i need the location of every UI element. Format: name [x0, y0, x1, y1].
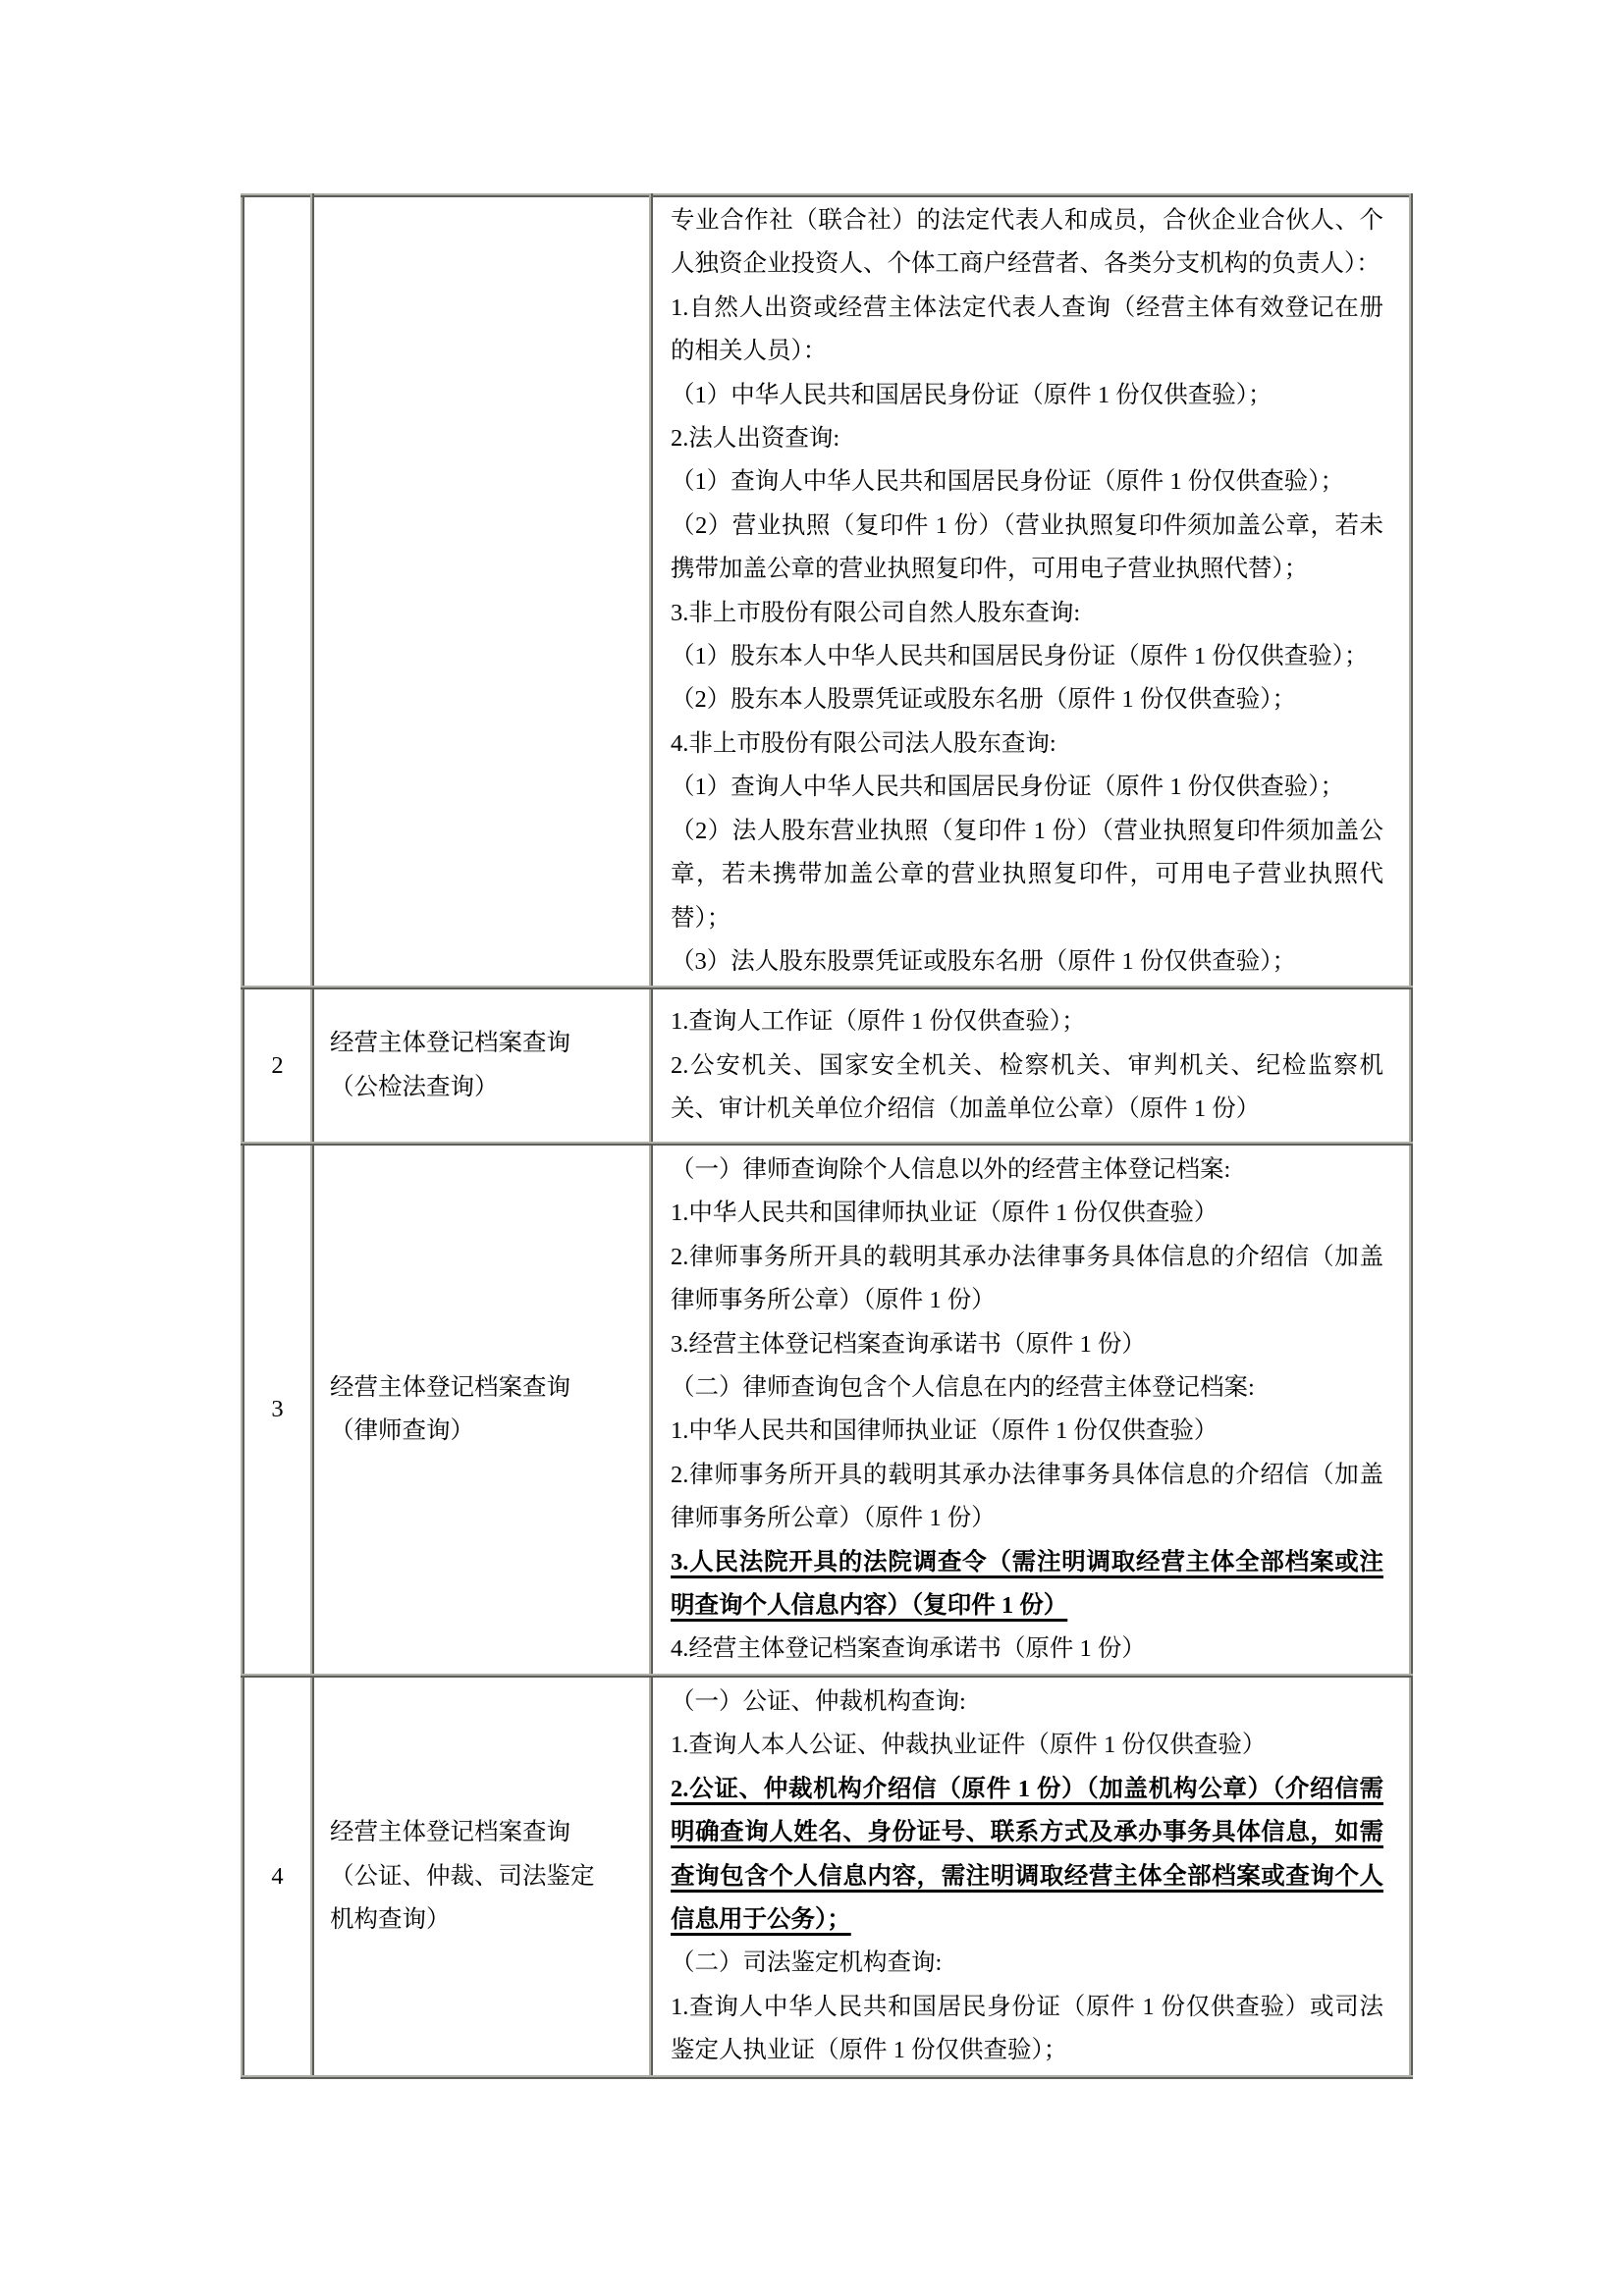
item-name-cell	[312, 988, 651, 1144]
item-name: 经营主体登记档案查询（公检法查询）	[330, 1030, 570, 1100]
table-row	[243, 988, 1411, 1144]
material-paragraph: （2）股东本人股票凭证或股东名册（原件 1 份仅供查验）；	[671, 686, 1296, 714]
row-number: 3	[271, 1396, 284, 1423]
material-paragraph: （一）律师查询除个人信息以外的经营主体登记档案:	[671, 1155, 1231, 1183]
material-paragraph: （1）查询人中华人民共和国居民身份证（原件 1 份仅供查验）；	[671, 774, 1344, 801]
material-paragraph: 3.非上市股份有限公司自然人股东查询:	[671, 599, 1081, 626]
item-name: 经营主体登记档案查询（公证、仲裁、司法鉴定机构查询）	[330, 1819, 595, 1934]
material-paragraph: （1）中华人民共和国居民身份证（原件 1 份仅供查验）；	[671, 381, 1272, 408]
table-row	[243, 1144, 1411, 1676]
material-paragraph: 1.查询人中华人民共和国居民身份证（原件 1 份仅供查验）或司法鉴定人执业证（原件 1 份仅供查验）；	[671, 1993, 1383, 2064]
row-number-cell	[243, 988, 312, 1144]
row-number-cell	[243, 195, 312, 988]
material-paragraph: 1.查询人工作证（原件 1 份仅供查验）；	[671, 1008, 1086, 1036]
row-number: 2	[271, 1051, 284, 1079]
item-name: 经营主体登记档案查询（律师查询）	[330, 1373, 570, 1445]
row-number-cell	[243, 1676, 312, 2077]
material-paragraph: （二）司法鉴定机构查询:	[671, 1949, 943, 1977]
table-body	[243, 195, 1411, 2077]
item-name-cell	[312, 195, 651, 988]
material-paragraph: 2.律师事务所开具的载明其承办法律事务具体信息的介绍信（加盖律师事务所公章）（原件 1 份）	[671, 1461, 1383, 1532]
materials-cell	[651, 988, 1411, 1144]
material-paragraph: （2）法人股东营业执照（复印件 1 份）（营业执照复印件须加盖公章，若未携带加盖公章的营业执照复印件，可用电子营业执照代替）；	[671, 817, 1383, 932]
material-paragraph: （1）股东本人中华人民共和国居民身份证（原件 1 份仅供查验）；	[671, 643, 1369, 670]
material-paragraph: 1.中华人民共和国律师执业证（原件 1 份仅供查验）	[671, 1417, 1218, 1445]
material-paragraph: 2.公安机关、国家安全机关、检察机关、审判机关、纪检监察机关、审计机关单位介绍信（加盖单位公章）（原件 1 份）	[671, 1051, 1383, 1123]
materials-cell	[651, 1144, 1411, 1676]
material-paragraph-emphasized: 3.人民法院开具的法院调查令（需注明调取经营主体全部档案或注明查询个人信息内容）（复印件 1 份）	[671, 1548, 1383, 1619]
item-name-cell	[312, 1676, 651, 2077]
material-paragraph: （一）公证、仲裁机构查询:	[671, 1687, 966, 1715]
query-materials-table	[241, 193, 1413, 2079]
material-paragraph: 专业合作社（联合社）的法定代表人和成员，合伙企业合伙人、个人独资企业投资人、个体工商户经营者、各类分支机构的负责人）：	[671, 207, 1383, 278]
material-paragraph: 2.法人出资查询:	[671, 425, 840, 453]
material-paragraph: 4.经营主体登记档案查询承诺书（原件 1 份）	[671, 1635, 1146, 1663]
material-paragraph: 1.中华人民共和国律师执业证（原件 1 份仅供查验）	[671, 1200, 1218, 1227]
materials-cell	[651, 1676, 1411, 2077]
item-name-cell	[312, 1144, 651, 1676]
row-number: 4	[271, 1862, 284, 1890]
row-number-cell	[243, 1144, 312, 1676]
material-paragraph-emphasized: 2.公证、仲裁机构介绍信（原件 1 份）（加盖机构公章）（介绍信需明确查询人姓名、身份证号、联系方式及承办事务具体信息，如需查询包含个人信息内容，需注明调取经营主体全部档案或查询个人信息用于公务）；	[671, 1775, 1383, 1934]
table-row	[243, 1676, 1411, 2077]
material-paragraph: 3.经营主体登记档案查询承诺书（原件 1 份）	[671, 1330, 1146, 1358]
material-paragraph: 1.查询人本人公证、仲裁执业证件（原件 1 份仅供查验）	[671, 1732, 1267, 1759]
material-paragraph: 1.自然人出资或经营主体法定代表人查询（经营主体有效登记在册的相关人员）：	[671, 294, 1383, 365]
material-paragraph: 2.律师事务所开具的载明其承办法律事务具体信息的介绍信（加盖律师事务所公章）（原件 1 份）	[671, 1243, 1383, 1314]
table-row	[243, 195, 1411, 988]
materials-cell	[651, 195, 1411, 988]
material-paragraph: （1）查询人中华人民共和国居民身份证（原件 1 份仅供查验）；	[671, 468, 1344, 496]
material-paragraph: 4.非上市股份有限公司法人股东查询:	[671, 729, 1056, 757]
material-paragraph: （2）营业执照（复印件 1 份）（营业执照复印件须加盖公章，若未携带加盖公章的营业执照复印件，可用电子营业执照代替）；	[671, 511, 1383, 583]
material-paragraph: （3）法人股东股票凭证或股东名册（原件 1 份仅供查验）；	[671, 947, 1296, 975]
material-paragraph: （二）律师查询包含个人信息在内的经营主体登记档案:	[671, 1373, 1255, 1401]
